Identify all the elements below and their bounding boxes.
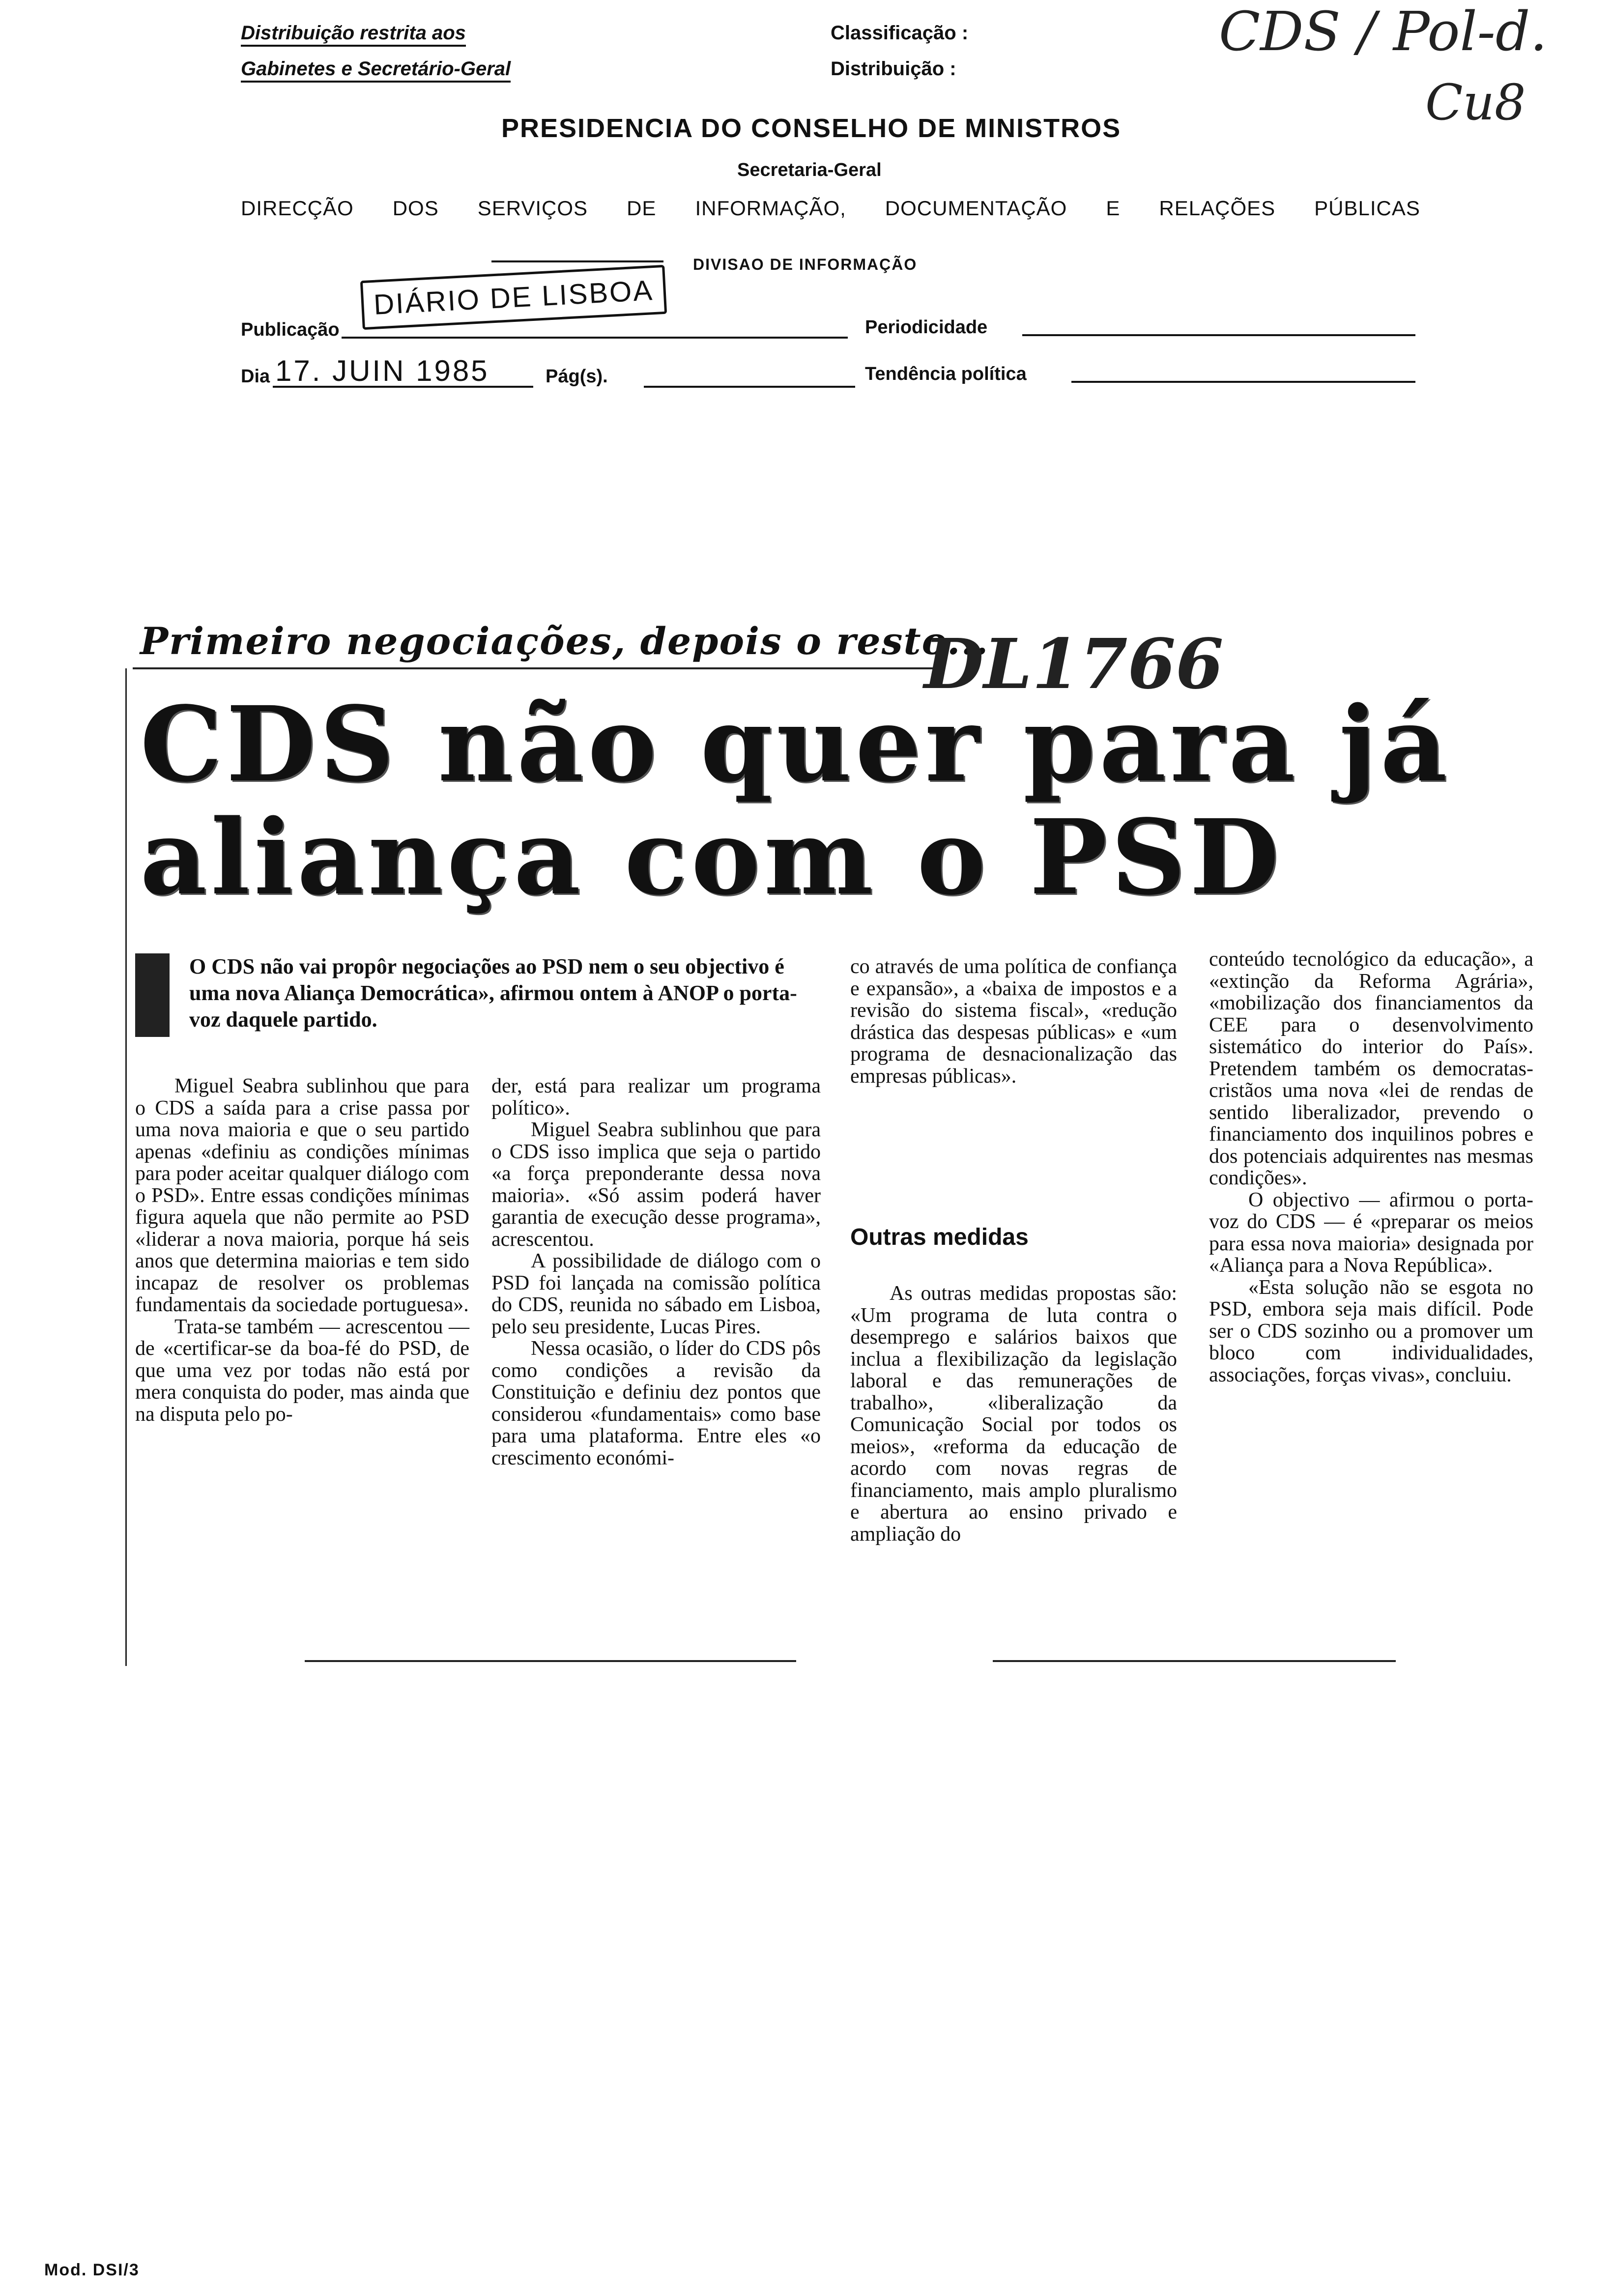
article-column-4 xyxy=(1209,948,1533,1386)
paragraph: O objectivo — afirmou o porta-voz do CDS — é «preparar os meios para essa nova maioria» designada por «Aliança para a Nova República». xyxy=(1209,1188,1533,1277)
divisao-label: DIVISAO DE INFORMAÇÃO xyxy=(693,256,918,273)
divisao-rule xyxy=(491,260,663,262)
article-left-border xyxy=(125,668,127,1666)
dropcap xyxy=(135,953,170,1037)
pags-line xyxy=(644,386,855,388)
publicacao-label: Publicação xyxy=(241,319,340,340)
pags-label: Pág(s). xyxy=(546,366,608,387)
article-column-3-cont xyxy=(850,1283,1177,1545)
direccao-word: DOS xyxy=(392,197,439,220)
dia-line xyxy=(273,386,533,388)
article-bottom-rule-left xyxy=(305,1660,796,1662)
paragraph: Nessa ocasião, o líder do CDS pôs como condições a revisão da Constituição e definiu dez pontos que considerou «fundamentais» como base para uma plataforma. Entre eles «o crescimento económi- xyxy=(491,1337,821,1469)
page-subtitle: Secretaria-Geral xyxy=(737,160,882,180)
paragraph: Trata-se também — acrescentou — de «certificar-se da boa-fé do PSD, de que uma vez por todas não está por mera conquista do poder, mas ainda que na disputa pelo po- xyxy=(135,1315,469,1426)
direccao-word: PÚBLICAS xyxy=(1314,197,1420,220)
section-subhead: Outras medidas xyxy=(850,1224,1029,1250)
classificacao-label: Classificação : xyxy=(831,22,969,44)
article-column-2 xyxy=(491,1075,821,1469)
direccao-heading xyxy=(241,197,1420,220)
paragraph: conteúdo tecnológico da educação», a «extinção da Reforma Agrária», «mobilização dos financiamentos da CEE para o desenvolvimento sistemático do interior do País». Pretendem também os democratas-cristãos uma nova «lei de rendas de sentido liberalizador, prevendo o financiamento dos inquilinos pobres e dos potenciais adquirentes nas mesmas condições». xyxy=(1209,948,1533,1189)
article-column-1 xyxy=(135,1075,469,1425)
lead-text: O CDS não vai propôr negociações ao PSD nem o seu objectivo é uma nova Aliança Democrática», afirmou ontem à ANOP o porta-voz daquele partido. xyxy=(189,954,797,1032)
distribution-note-line2: Gabinetes e Secretário-Geral xyxy=(241,58,511,80)
distribution-note-line1: Distribuição restrita aos xyxy=(241,22,466,44)
handwritten-reference: DL1766 xyxy=(924,624,1224,705)
article-column-3 xyxy=(850,956,1177,1087)
periodicidade-line xyxy=(1022,334,1415,336)
kicker-rule xyxy=(133,667,939,669)
publicacao-line xyxy=(342,337,848,339)
direccao-word: INFORMAÇÃO, xyxy=(695,197,846,220)
direccao-word: E xyxy=(1106,197,1121,220)
date-value: 17. JUIN 1985 xyxy=(275,354,489,387)
dia-label: Dia xyxy=(241,366,270,387)
paragraph: «Esta solução não se esgota no PSD, embora seja mais difícil. Pode ser o CDS sozinho ou a promover um bloco com individualidades, associações, forças vivas», concluiu. xyxy=(1209,1276,1533,1386)
paragraph: A possibilidade de diálogo com o PSD foi lançada na comissão política do CDS, reunida no sábado em Lisboa, pelo seu presidente, Lucas Pires. xyxy=(491,1250,821,1338)
direccao-word: RELAÇÕES xyxy=(1159,197,1276,220)
distribuicao-label: Distribuição : xyxy=(831,58,956,80)
article-bottom-rule-right xyxy=(993,1660,1396,1662)
direccao-word: DE xyxy=(627,197,657,220)
direccao-word: DOCUMENTAÇÃO xyxy=(885,197,1067,220)
article-kicker: Primeiro negociações, depois o resto... xyxy=(140,619,989,663)
tendencia-label: Tendência política xyxy=(865,364,1027,384)
form-code: Mod. DSI/3 xyxy=(44,2261,140,2279)
periodicidade-label: Periodicidade xyxy=(865,317,988,338)
paragraph: co através de uma política de confiança e expansão», a «baixa de impostos e a revisão do sistema fiscal», «redução drástica das despesas públicas» e «um programa de desnacionalização das empresas públicas». xyxy=(850,955,1177,1088)
paragraph: As outras medidas propostas são: «Um programa de luta contra o desemprego e salários baixos que inclua a flexibilização da legislação laboral e das remunerações de trabalho», «liberalização da Comunicação Social por todos os meios», «reforma da educação de acordo com novas regras de financiamento, mais amplo pluralismo e abertura ao ensino privado e ampliação do xyxy=(850,1282,1177,1546)
tendencia-line xyxy=(1071,381,1415,383)
publication-stamp: DIÁRIO DE LISBOA xyxy=(360,265,667,330)
paragraph: der, está para realizar um programa político». xyxy=(491,1075,821,1119)
handwritten-code: Cu8 xyxy=(1425,74,1526,131)
direccao-word: DIRECÇÃO xyxy=(241,197,354,220)
headline-line2: aliança com o PSD xyxy=(140,797,1283,918)
direccao-word: SERVIÇOS xyxy=(477,197,588,220)
paragraph: Miguel Seabra sublinhou que para o CDS isso implica que seja o partido «a força preponderante dessa nova maioria». «Só assim poderá haver garantia de execução desse programa», acrescentou. xyxy=(491,1119,821,1251)
handwritten-category: CDS / Pol-d. xyxy=(1219,0,1548,63)
paragraph: Miguel Seabra sublinhou que para o CDS a saída para a crise passa por uma nova maioria e que o seu partido apenas «definiu as condições mínimas para poder aceitar qualquer diálogo com o PSD». Entre essas condições mínimas figura aquela que não permite ao PSD «liderar a nova maioria, porque há seis anos que determina maiorias e tem sido incapaz de resolver os problemas fundamentais da sociedade portuguesa». xyxy=(135,1075,469,1316)
headline-line1: CDS não quer para já xyxy=(140,684,1451,805)
page-title: PRESIDENCIA DO CONSELHO DE MINISTROS xyxy=(501,114,1122,143)
